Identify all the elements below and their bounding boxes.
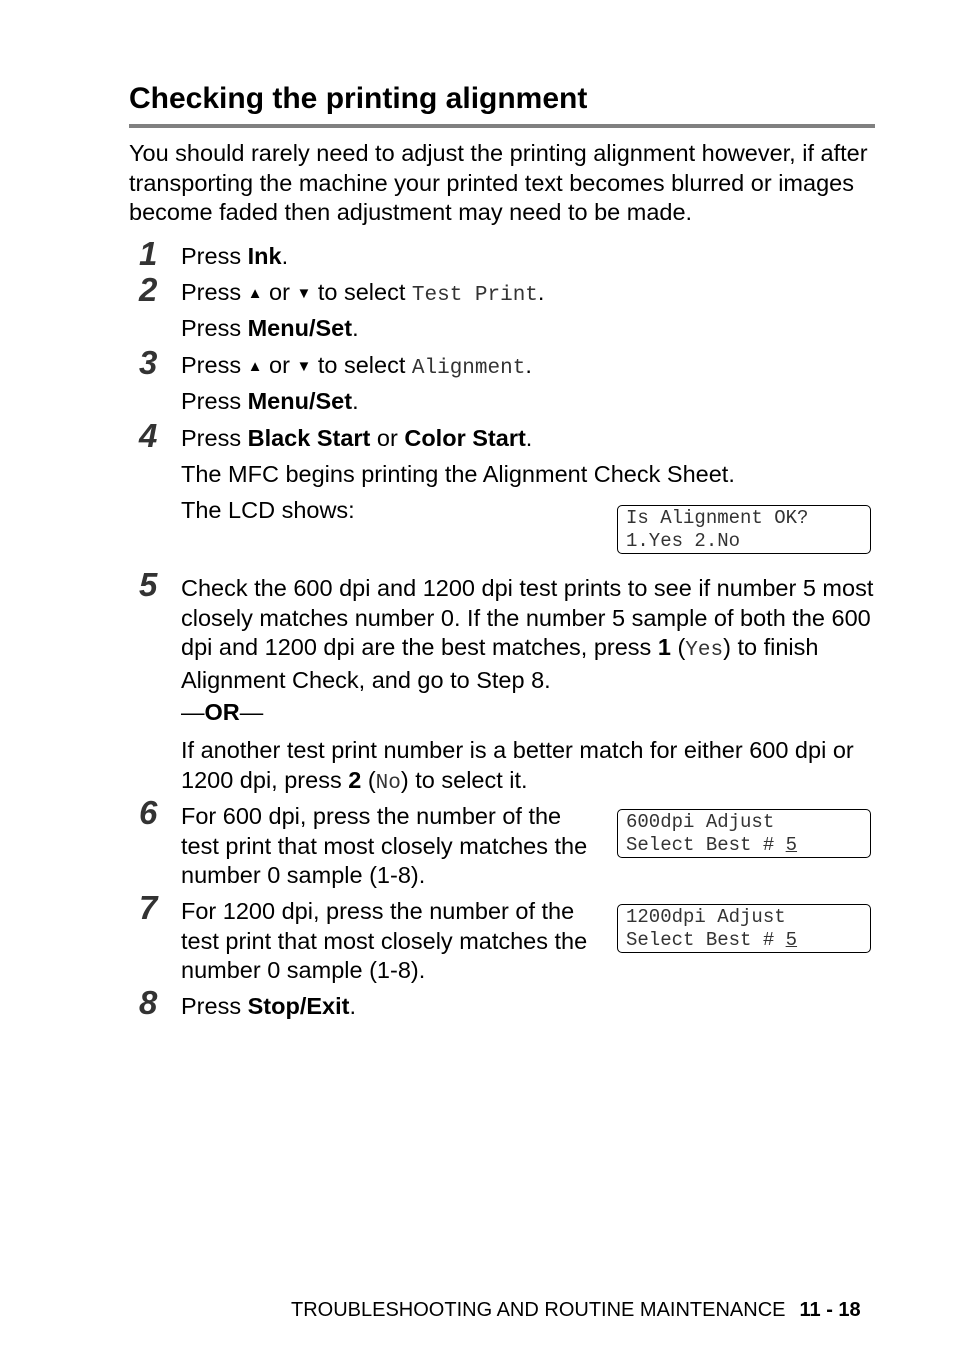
black-start-key-label: Black Start — [247, 425, 371, 451]
lcd-display-1200dpi — [617, 904, 871, 953]
up-arrow-icon: ▲ — [247, 285, 263, 302]
step-3-line-1: Press ▲ or ▼ to select Alignment. — [181, 352, 532, 380]
color-start-key-label: Color Start — [404, 425, 526, 451]
step-7-text: For 1200 dpi, press the number of the test print that most closely matches the number 0 sample (1-8). — [181, 898, 588, 983]
title-underline — [129, 124, 875, 128]
lcd-line-1: Is Alignment OK? — [626, 507, 809, 529]
or-separator: —OR— — [181, 699, 264, 725]
down-arrow-icon: ▼ — [296, 285, 312, 302]
lcd-display-alignment-ok — [617, 505, 871, 554]
key-2-label: 2 — [348, 766, 362, 793]
step-number-6: 6 — [139, 794, 158, 831]
step-number-7: 7 — [139, 889, 158, 926]
step-6-text: For 600 dpi, press the number of the test print that most closely matches the number 0 sample (1-8). — [181, 803, 588, 888]
page-footer — [291, 1299, 861, 1322]
key-1-label: 1 — [657, 634, 671, 660]
option-yes: Yes — [685, 639, 724, 662]
step-5-text: Check the 600 dpi and 1200 dpi test prints to see if number 5 most closely matches number 0. If the number 5 sample of both the 600 dpi and 1200 dpi are the best matches, press 1 (Yes) to finish Alignment Check, and go to Step 8. — [181, 575, 874, 693]
step-2-line-2: Press Menu/Set. — [181, 315, 359, 341]
page-title: Checking the printing alignment — [129, 82, 588, 115]
lcd-line-2: Select Best # 5 — [626, 833, 798, 856]
step-4-line-1: Press Black Start or Color Start. — [181, 425, 533, 451]
step-number-2: 2 — [139, 271, 158, 308]
lcd-line-1: 600dpi Adjust — [626, 811, 775, 833]
step-8-text: Press Stop/Exit. — [181, 993, 356, 1019]
page-number: 11 - 18 — [799, 1299, 861, 1321]
step-2-line-1: Press ▲ or ▼ to select Test Print. — [181, 279, 545, 307]
lcd-line-2: Select Best # 5 — [626, 928, 798, 951]
lcd-display-600dpi — [617, 809, 871, 858]
step-1-text: Press Ink. — [181, 243, 289, 269]
lcd-value: 5 — [785, 928, 798, 951]
option-no: No — [375, 771, 401, 795]
menu-option-alignment: Alignment — [411, 357, 526, 380]
step-3-line-2: Press Menu/Set. — [181, 388, 359, 414]
step-number-5: 5 — [139, 566, 158, 603]
step-5-alternative: If another test print number is a better match for either 600 dpi or 1200 dpi, press 2 (No) to select it. — [181, 737, 854, 795]
menu-set-key-label: Menu/Set — [247, 315, 353, 341]
step-4-line-3: The LCD shows: — [181, 497, 355, 523]
footer-section: TROUBLESHOOTING AND ROUTINE MAINTENANCE — [291, 1299, 786, 1321]
lcd-line-1: 1200dpi Adjust — [626, 906, 786, 928]
menu-set-key-label: Menu/Set — [247, 388, 353, 414]
step-number-1: 1 — [139, 235, 158, 272]
intro-paragraph: You should rarely need to adjust the printing alignment however, if after transporting the machine your printed text becomes blurred or images become faded then adjustment may need to be made. — [129, 140, 868, 225]
up-arrow-icon: ▲ — [247, 358, 263, 375]
ink-key-label: Ink — [247, 243, 282, 269]
stop-exit-key-label: Stop/Exit — [247, 993, 350, 1019]
menu-option-test-print: Test Print — [411, 284, 538, 307]
lcd-line-2: 1.Yes 2.No — [626, 529, 741, 552]
step-number-3: 3 — [139, 344, 158, 381]
step-number-4: 4 — [139, 417, 158, 454]
step-number-8: 8 — [139, 984, 158, 1021]
step-4-line-2: The MFC begins printing the Alignment Check Sheet. — [181, 461, 735, 487]
lcd-value: 5 — [785, 833, 798, 856]
down-arrow-icon: ▼ — [296, 358, 312, 375]
